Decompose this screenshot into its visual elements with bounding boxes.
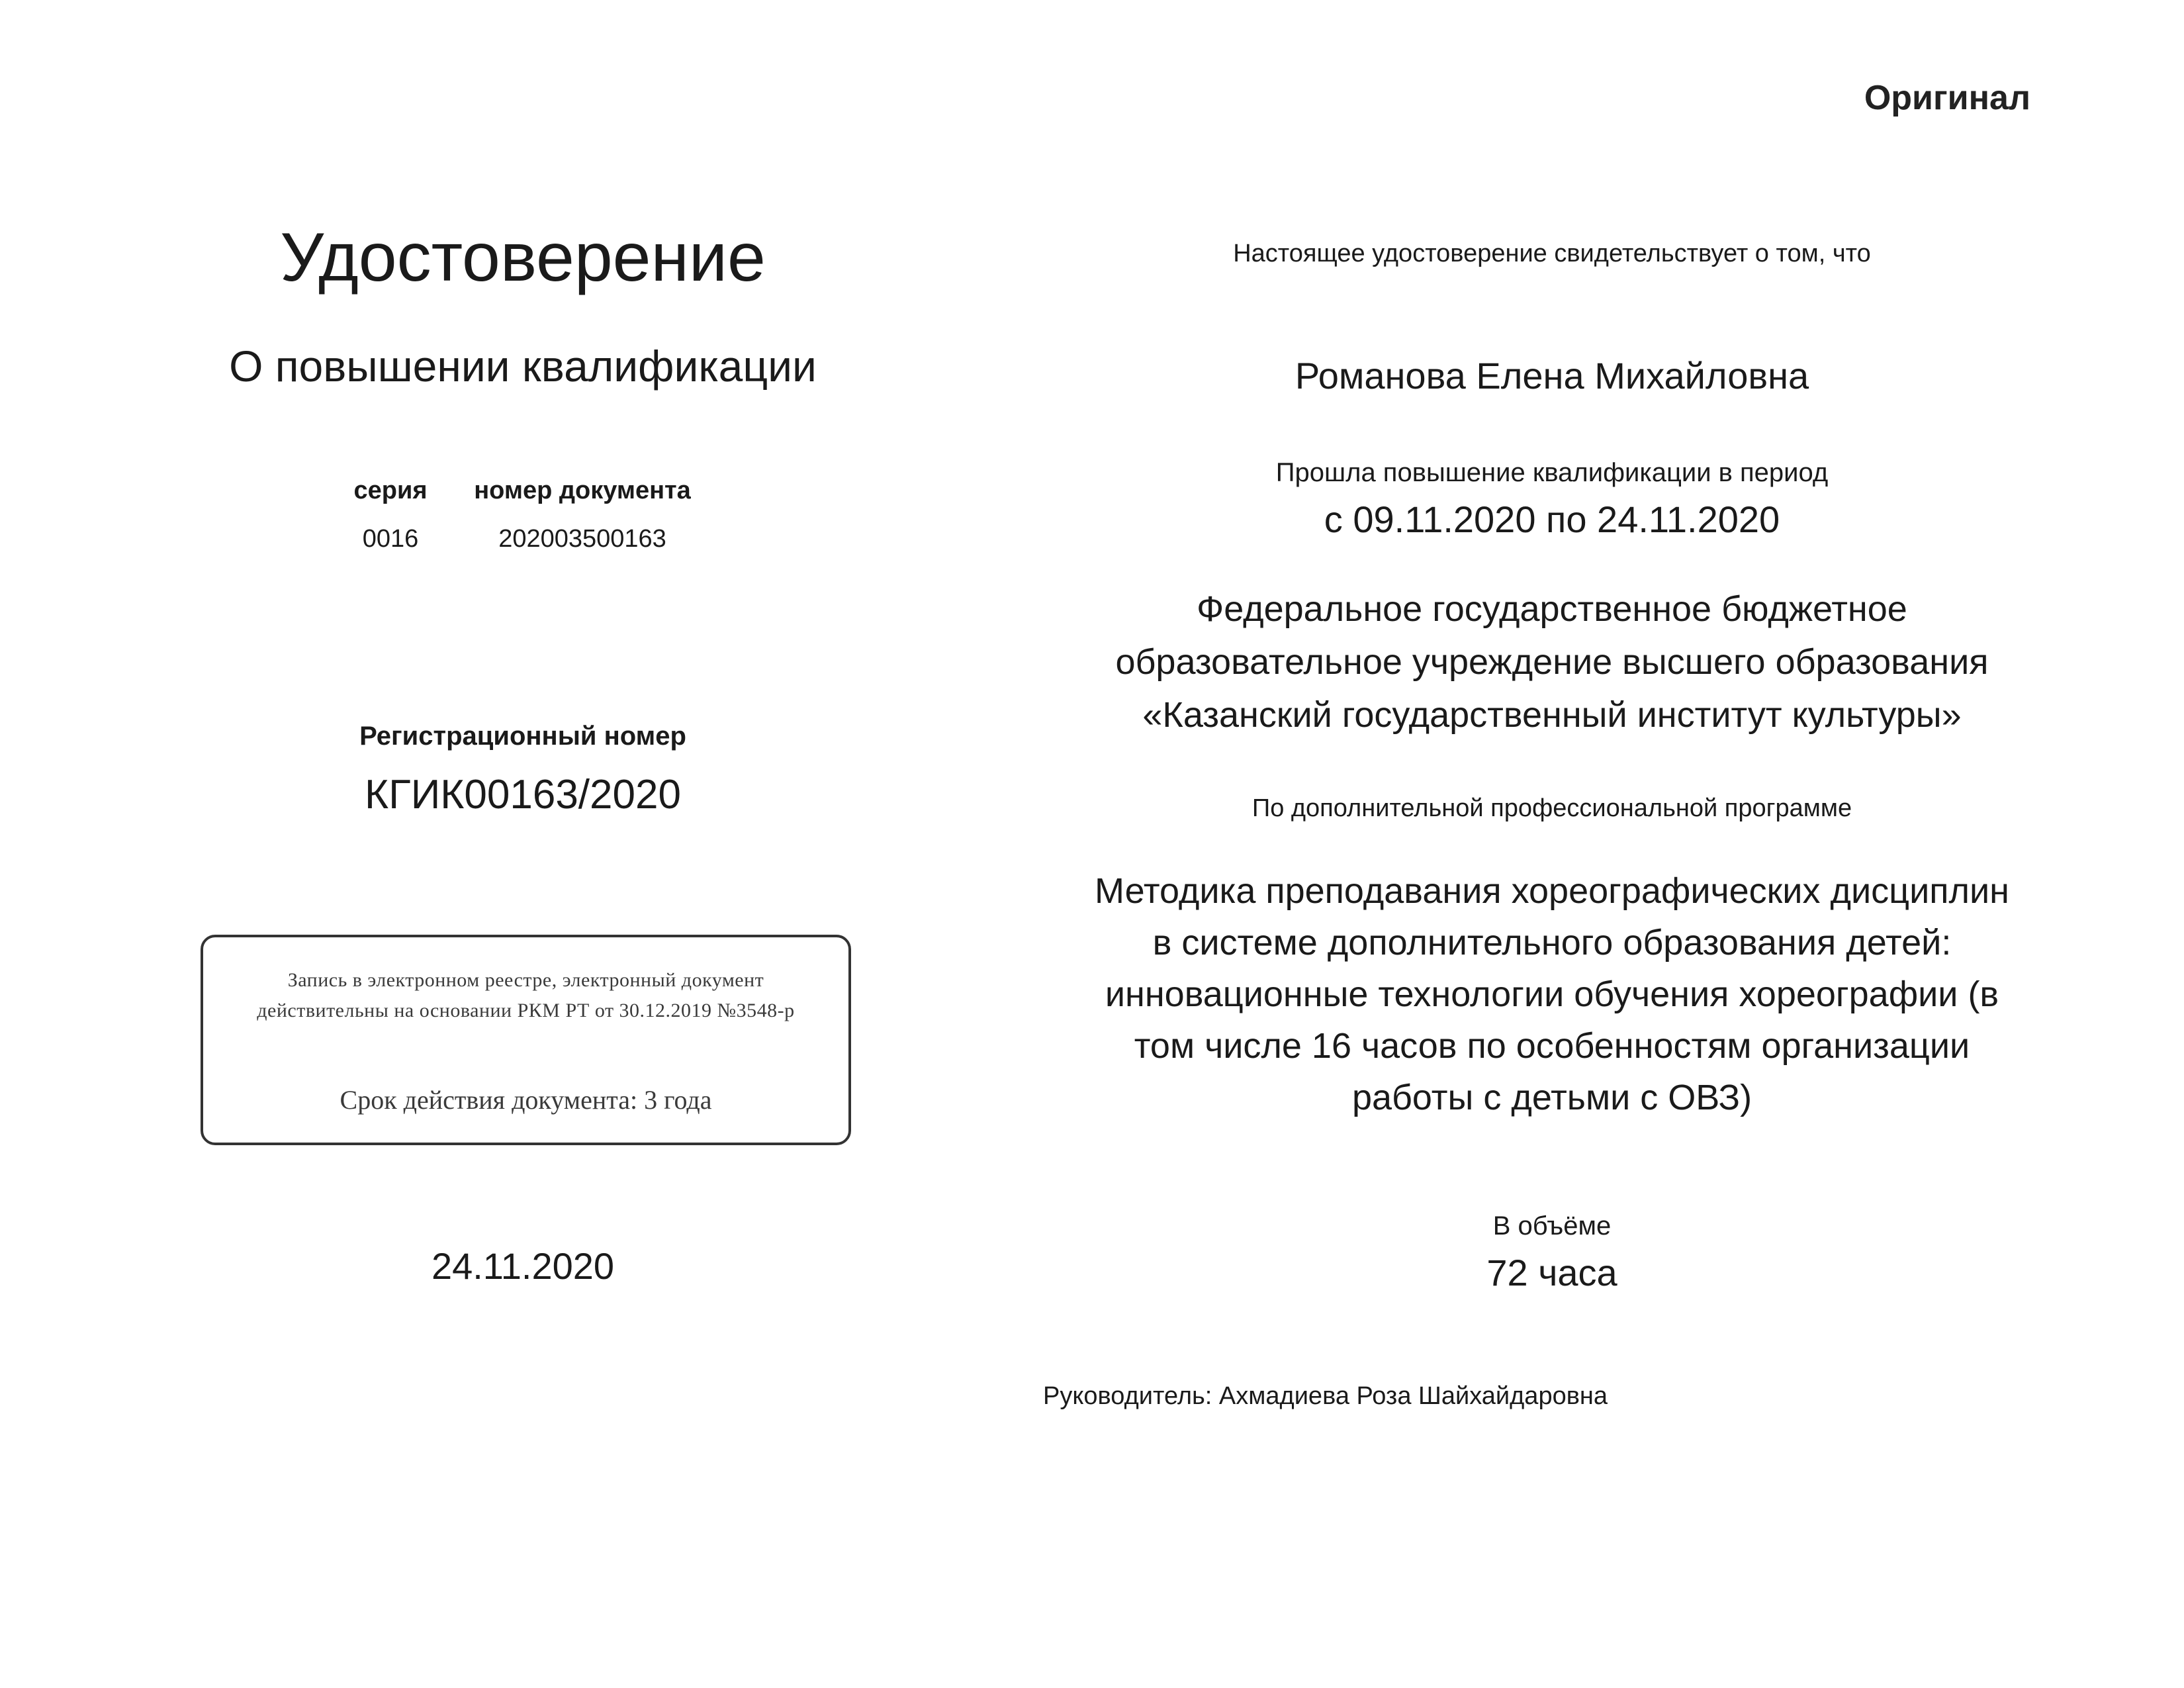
organization-name [1052,583,2052,741]
stamp-line-2: действительны на основании РКМ РТ от 30.12.2019 №3548-р [257,1000,795,1021]
program-line: инновационные технологии обучения хореографии (в [1105,974,1999,1014]
registration-label: Регистрационный номер [359,722,686,751]
registration-number: КГИК00163/2020 [365,772,681,818]
stamp-line-1: Запись в электронном реестре, электронный документ [287,969,764,991]
program-label: По дополнительной профессиональной программе [1251,794,1852,822]
period-label: Прошла повышение квалификации в период [1275,458,1829,487]
director-line: Руководитель: Ахмадиева Роза Шайхайдаровна [1043,1382,1608,1410]
certificate-title: Удостоверение [280,219,766,296]
certificate-subtitle: О повышении квалификации [229,342,817,391]
organization-line: «Казанский государственный институт культуры» [1142,695,1962,735]
holder-name: Романова Елена Михайловна [1295,355,1809,397]
program-title [1052,865,2052,1123]
period-value: с 09.11.2020 по 24.11.2020 [1324,498,1780,540]
program-line: Методика преподавания хореографических дисциплин [1095,871,2009,911]
certifies-text: Настоящее удостоверение свидетельствует о том, что [1233,240,1871,267]
doc-number-value: 202003500163 [498,525,666,553]
series-value: 0016 [362,525,419,553]
organization-line: образовательное учреждение высшего образования [1115,642,1989,682]
program-line: том числе 16 часов по особенностям организации [1134,1026,1970,1066]
doc-number-label: номер документа [474,477,691,504]
program-line: работы с детьми с ОВЗ) [1351,1078,1752,1117]
series-label: серия [353,477,428,504]
doc-number-column [457,477,708,553]
volume-label: В объёме [1492,1211,1612,1241]
issue-date: 24.11.2020 [431,1245,615,1287]
program-line: в системе дополнительного образования детей: [1152,923,1952,962]
registry-stamp [201,935,851,1145]
series-column [331,477,450,553]
stamp-validity: Срок действия документа: 3 года [340,1085,712,1115]
volume-value: 72 часа [1486,1252,1617,1293]
original-mark: Оригинал [1864,79,2030,117]
organization-line: Федеральное государственное бюджетное [1197,589,1907,629]
